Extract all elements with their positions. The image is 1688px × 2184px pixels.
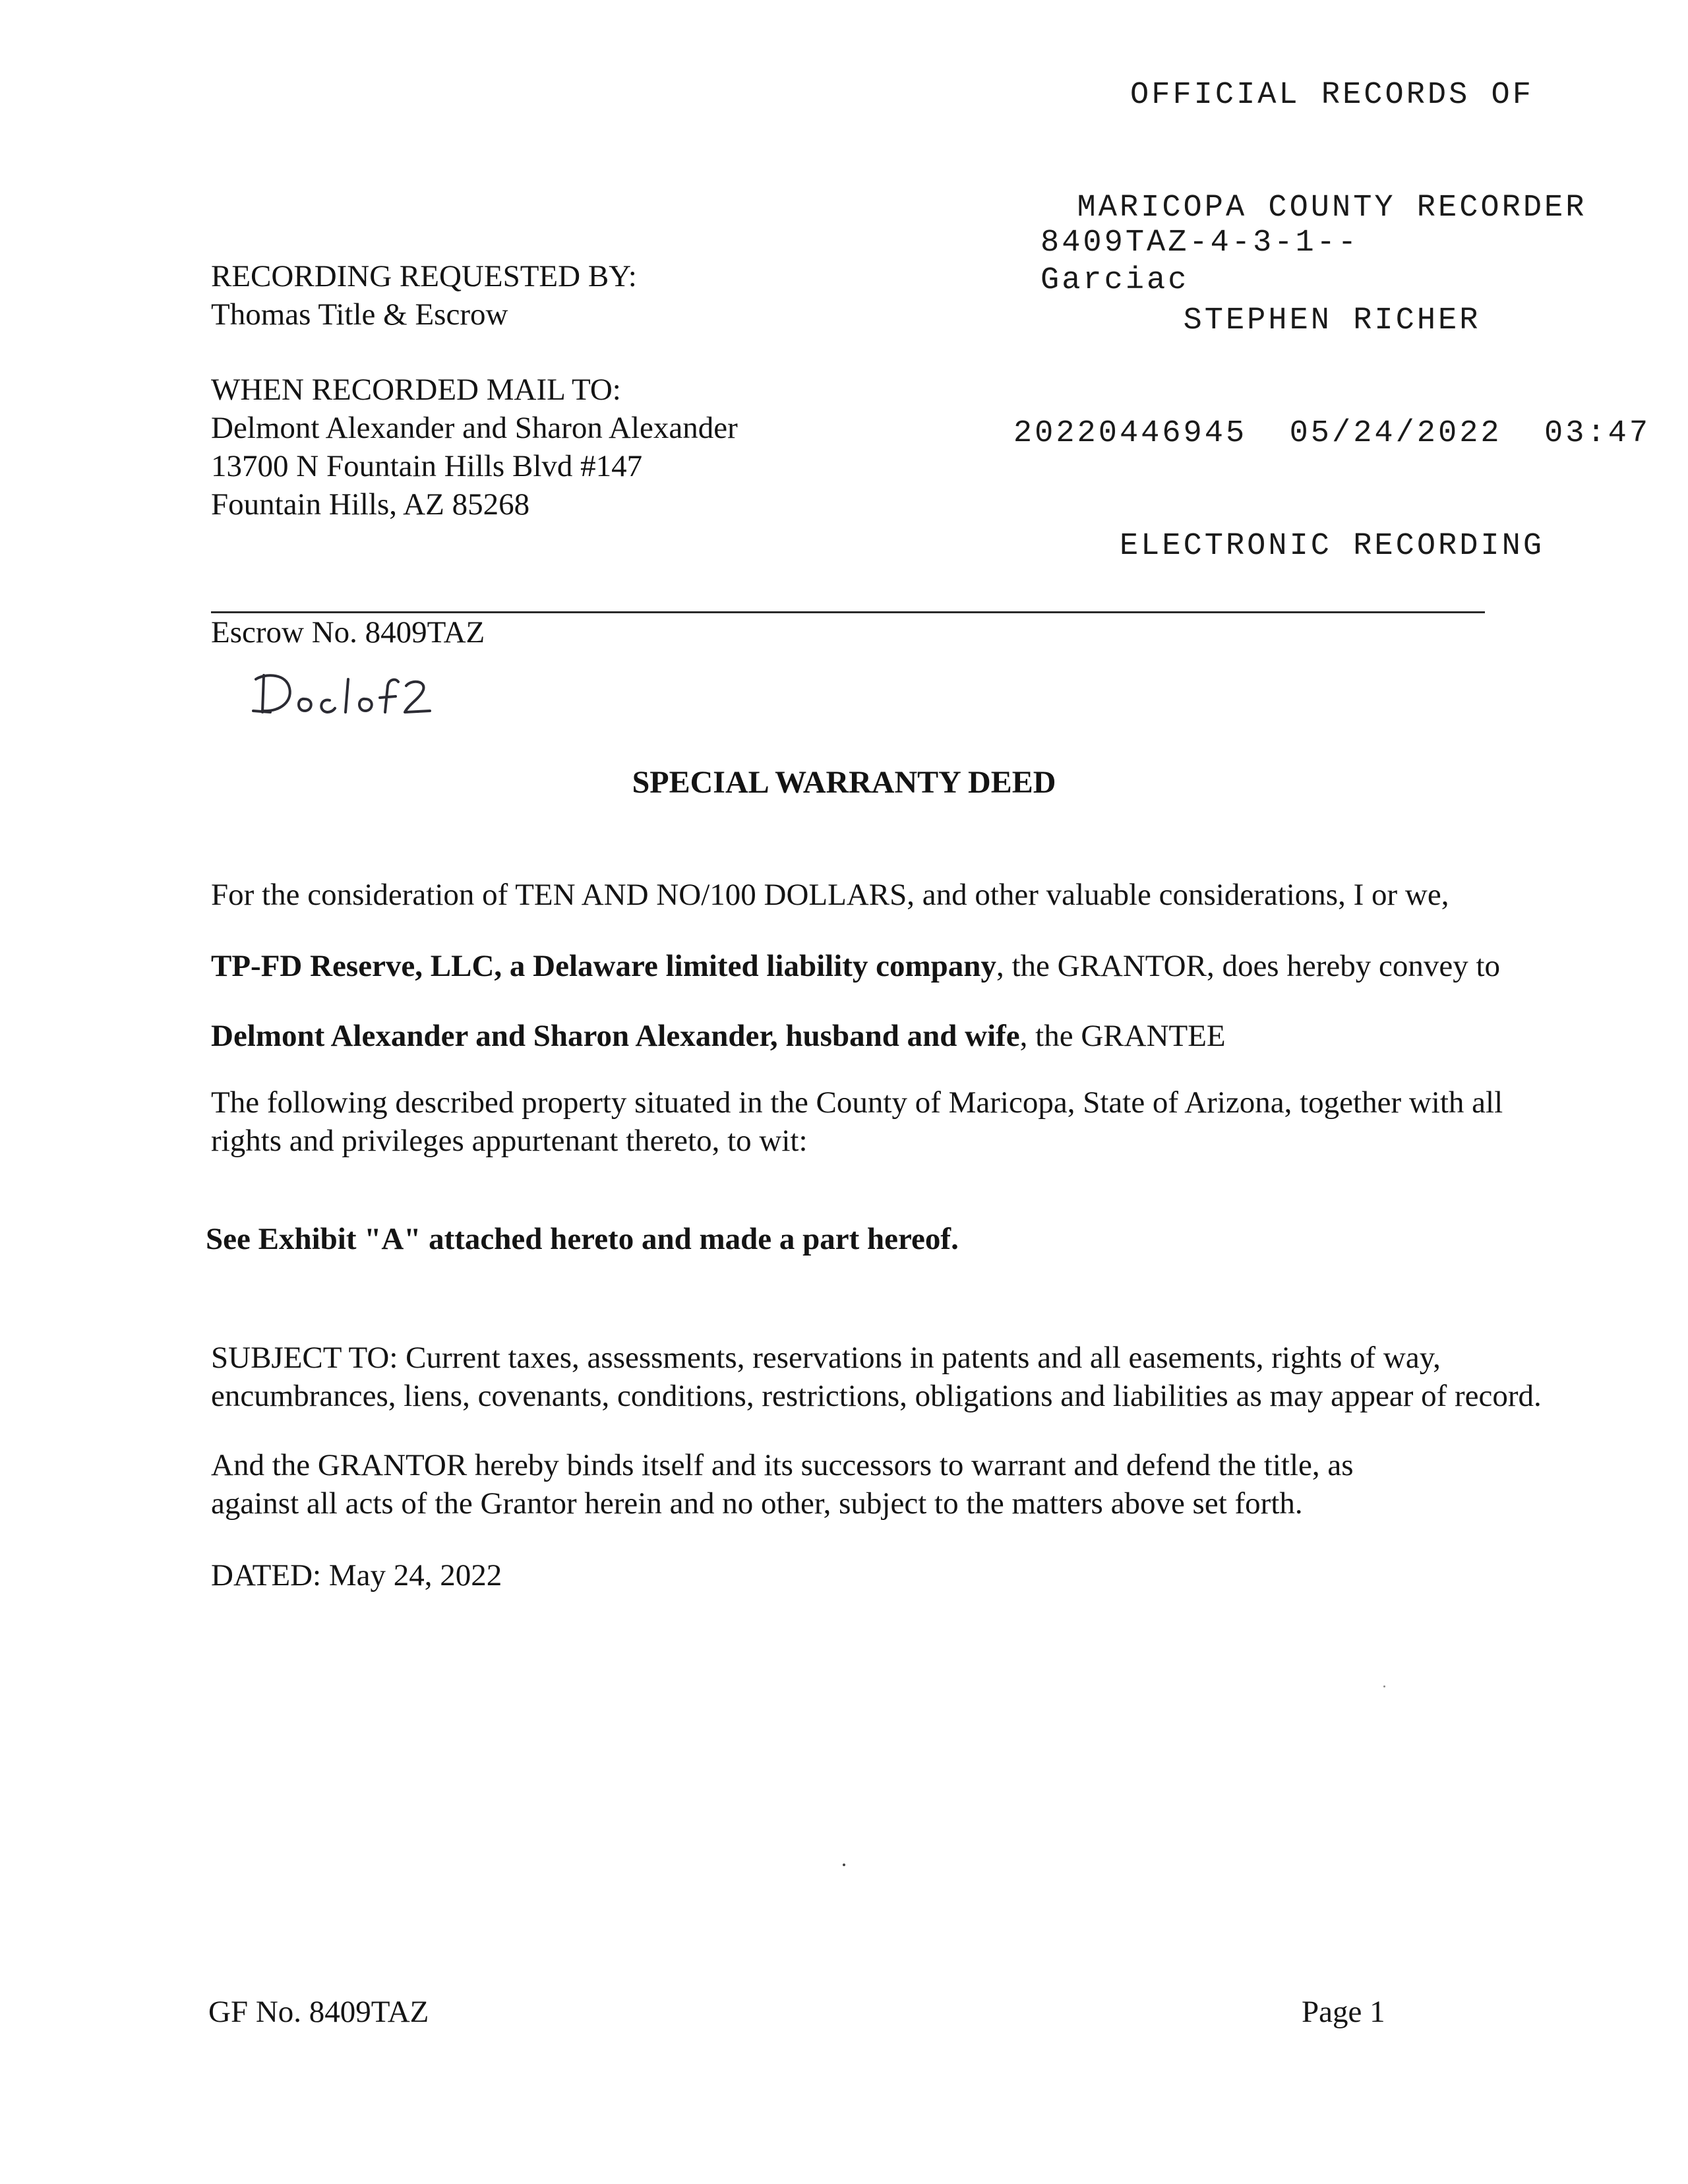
batch-user: Garciac: [1040, 263, 1190, 298]
subject-line2: encumbrances, liens, covenants, conditions, restrictions, obligations and liabilities as may appear of record.: [211, 1379, 1542, 1413]
recorder-stamp-line1: OFFICIAL RECORDS OF: [1130, 78, 1534, 113]
mail-to-label: WHEN RECORDED MAIL TO:: [211, 373, 621, 407]
subject-line1: SUBJECT TO: Current taxes, assessments, reservations in patents and all easements, rights of way,: [211, 1341, 1441, 1375]
grantee-paragraph: [211, 1017, 1226, 1055]
warranty-paragraph: [211, 1446, 1354, 1523]
handwritten-note: [244, 659, 442, 732]
recorder-stamp: [989, 1, 1675, 603]
property-paragraph: [211, 1083, 1503, 1160]
gf-number: GF No. 8409TAZ: [208, 1995, 429, 2029]
property-line1: The following described property situated in the County of Maricopa, State of Arizona, together with all: [211, 1085, 1503, 1120]
recording-requested-block: [211, 257, 637, 334]
recording-requested-name: Thomas Title & Escrow: [211, 297, 508, 332]
recorder-stamp-line2: MARICOPA COUNTY RECORDER: [1077, 191, 1587, 226]
grantee-tail: , the GRANTEE: [1019, 1019, 1226, 1053]
exhibit-reference: See Exhibit "A" attached hereto and made a part hereof.: [206, 1222, 959, 1256]
scan-speck: [1383, 1685, 1385, 1687]
warrant-line2: against all acts of the Grantor herein and no other, subject to the matters above set forth.: [211, 1486, 1303, 1521]
consideration-paragraph: For the consideration of TEN AND NO/100 DOLLARS, and other valuable considerations, I or we,: [211, 878, 1449, 912]
mail-to-block: [211, 371, 738, 524]
warrant-line1: And the GRANTOR hereby binds itself and its successors to warrant and defend the title, as: [211, 1448, 1354, 1482]
mail-to-name: Delmont Alexander and Sharon Alexander: [211, 411, 738, 445]
recorder-stamp-line3: STEPHEN RICHER: [1183, 303, 1481, 338]
document-title: SPECIAL WARRANTY DEED: [632, 765, 1056, 800]
mail-to-address1: 13700 N Fountain Hills Blvd #147: [211, 449, 643, 483]
escrow-number: Escrow No. 8409TAZ: [211, 615, 485, 650]
recorder-stamp-line5: ELECTRONIC RECORDING: [1119, 529, 1545, 564]
grantor-name: TP-FD Reserve, LLC, a Delaware limited liability company: [211, 949, 996, 983]
batch-code: 8409TAZ-4-3-1--: [1040, 226, 1360, 260]
page-number: Page 1: [1302, 1995, 1385, 2029]
property-line2: rights and privileges appurtenant thereto, to wit:: [211, 1124, 808, 1158]
batch-info: [1040, 224, 1359, 299]
subject-to-paragraph: [211, 1339, 1542, 1415]
recording-number-date-time: 20220446945 05/24/2022 03:47: [1013, 416, 1651, 451]
dated-line: DATED: May 24, 2022: [211, 1558, 502, 1592]
scan-speck: [843, 1864, 845, 1866]
grantor-paragraph: [211, 947, 1500, 985]
grantor-tail: , the GRANTOR, does hereby convey to: [996, 949, 1501, 983]
recording-requested-label: RECORDING REQUESTED BY:: [211, 259, 637, 293]
mail-to-address2: Fountain Hills, AZ 85268: [211, 487, 530, 522]
grantee-name: Delmont Alexander and Sharon Alexander, husband and wife: [211, 1019, 1020, 1053]
